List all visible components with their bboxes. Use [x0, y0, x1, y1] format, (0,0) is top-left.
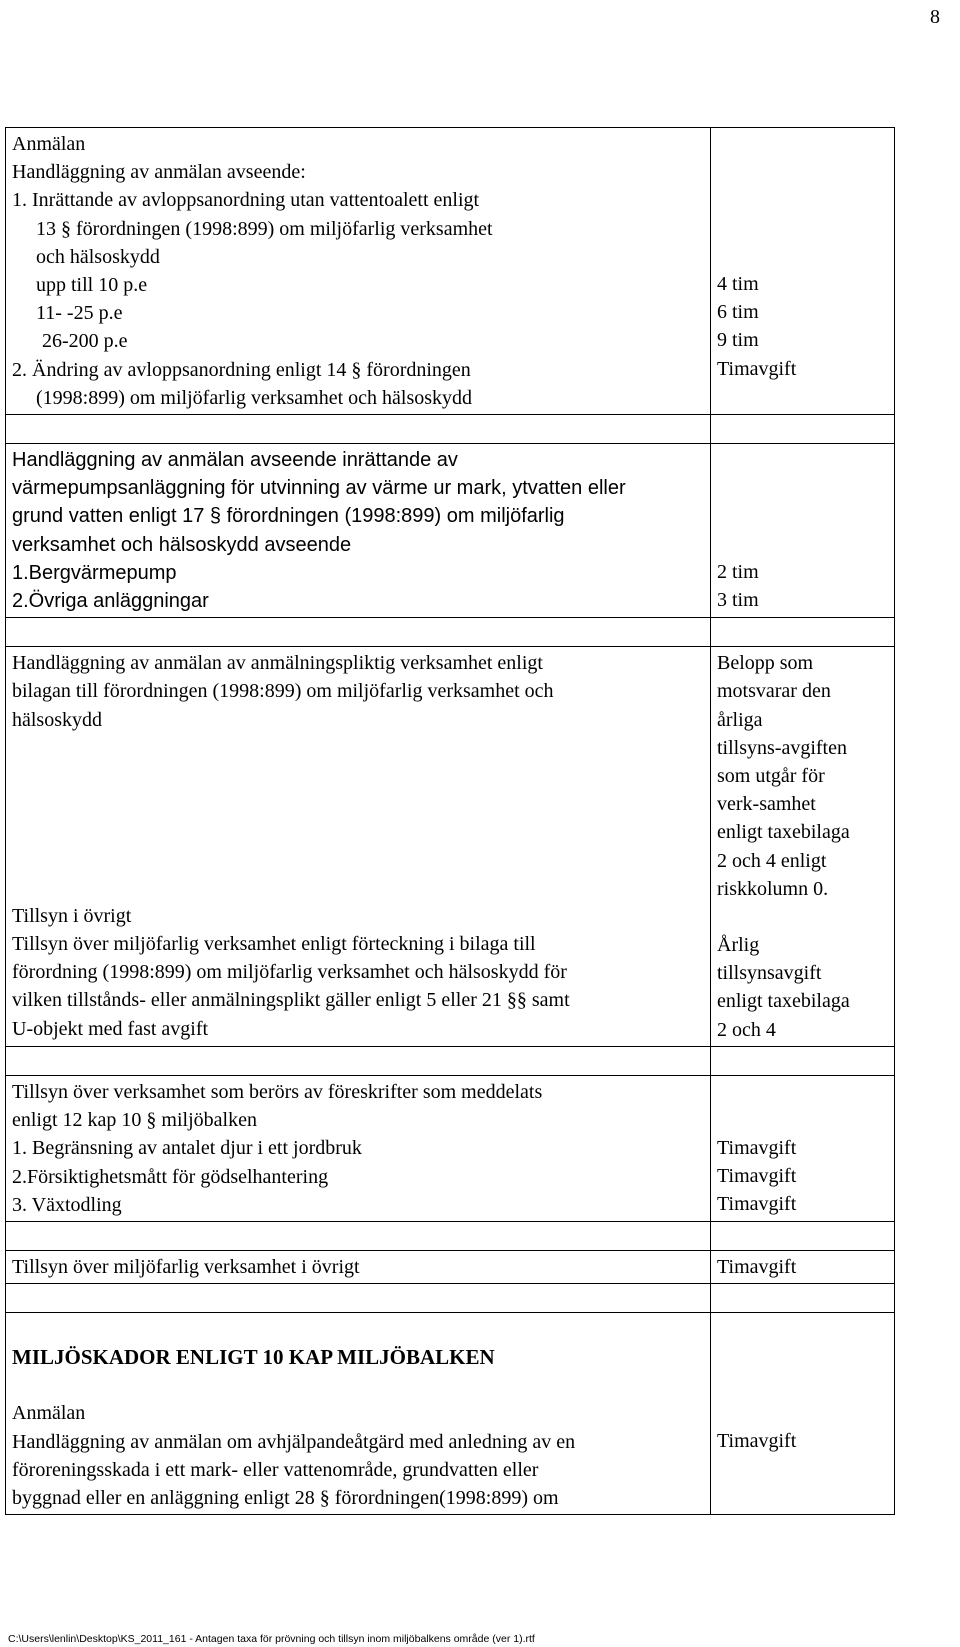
item-text: 13 § förordningen (1998:899) om miljöfarlig verksamhet — [36, 217, 493, 240]
cell-tillsyn-ovrigt-fee — [711, 1250, 895, 1283]
fee-text: enligt taxebilaga — [717, 990, 850, 1013]
description-text: värmepumpsanläggning för utvinning av värme ur mark, ytvatten eller — [12, 477, 626, 500]
description-text: bilagan till förordningen (1998:899) om miljöfarlig verksamhet och — [12, 680, 554, 703]
row-miljobalken-12kap — [6, 1075, 895, 1221]
cell-miljoskador-description — [6, 1313, 711, 1515]
fee-text: enligt taxebilaga — [717, 821, 850, 844]
fee-value: Timavgift — [717, 1255, 797, 1278]
cell-miljoskador-fee — [711, 1313, 895, 1515]
fee-value: 2 tim — [717, 561, 759, 584]
file-path-footer: C:\Users\lenlin\Desktop\KS_2011_161 - Antagen taxa för prövning och tillsyn inom miljöbalkens område (ver 1).rtf — [8, 1633, 535, 1645]
item-text: och hälsoskydd — [36, 245, 160, 268]
row-tillsyn-ovrigt — [6, 1250, 895, 1283]
tier-text: upp till 10 p.e — [36, 274, 148, 297]
section-title: Anmälan — [12, 133, 86, 155]
description-text: hälsoskydd — [12, 708, 102, 731]
item-text: 2.Försiktighetsmått för gödselhantering — [12, 1165, 329, 1188]
description-text: Tillsyn över miljöfarlig verksamhet enligt förteckning i bilaga till — [12, 933, 536, 956]
fee-value: Timavgift — [717, 357, 797, 380]
fee-value: 3 tim — [717, 589, 759, 612]
fee-text: årliga — [717, 708, 763, 731]
fee-value: Timavgift — [717, 1136, 797, 1159]
fee-value: 4 tim — [717, 273, 759, 295]
intro-text: Handläggning av anmälan avseende: — [12, 161, 306, 184]
page-number: 8 — [930, 6, 940, 28]
description-text: U-objekt med fast avgift — [12, 1017, 209, 1040]
tier-text: 11- -25 p.e — [36, 302, 123, 325]
description-text: förordning (1998:899) om miljöfarlig verksamhet och hälsoskydd för — [12, 961, 567, 984]
section-title: Anmälan — [12, 1402, 86, 1425]
cell-varmepump-description — [6, 444, 711, 618]
cell-avlopp-description — [6, 128, 711, 415]
fee-value: 6 tim — [717, 301, 759, 324]
description-text: Handläggning av anmälan av anmälningspliktig verksamhet enligt — [12, 652, 543, 675]
fee-text: 2 och 4 enligt — [717, 849, 827, 872]
description-text: Tillsyn över miljöfarlig verksamhet i övrigt — [12, 1255, 360, 1278]
description-text: verksamhet och hälsoskydd avseende — [12, 533, 352, 556]
item-text: 1.Bergvärmepump — [12, 561, 177, 584]
tier-text: 26-200 p.e — [42, 330, 128, 353]
fee-text: Belopp som — [717, 652, 814, 675]
cell-avlopp-fee — [711, 128, 895, 415]
item-text: 1. Begränsning av antalet djur i ett jordbruk — [12, 1137, 362, 1160]
fee-value: Timavgift — [717, 1193, 797, 1216]
cell-12kap-description — [6, 1075, 711, 1221]
description-text: grund vatten enligt 17 § förordningen (1998:899) om miljöfarlig — [12, 505, 565, 528]
item-text: 2.Övriga anläggningar — [12, 590, 209, 613]
fee-text: verk-samhet — [717, 793, 816, 816]
fee-text: Årlig — [717, 934, 760, 957]
description-text: enligt 12 kap 10 § miljöbalken — [12, 1109, 257, 1132]
item-text: 1. Inrättande av avloppsanordning utan vattentoalett enligt — [12, 189, 480, 212]
fee-text: tillsyns-avgiften — [717, 736, 847, 759]
fee-value: Timavgift — [717, 1165, 797, 1188]
description-text: Handläggning av anmälan avseende inrättande av — [12, 449, 458, 472]
cell-varmepump-fee — [711, 444, 895, 618]
section-title: Tillsyn i övrigt — [12, 904, 132, 927]
fee-text: 2 och 4 — [717, 1018, 776, 1041]
fee-text: riskkolumn 0. — [717, 877, 829, 900]
item-text: 3. Växtodling — [12, 1193, 122, 1216]
fee-value: Timavgift — [717, 1430, 797, 1453]
fee-table — [5, 127, 895, 1515]
fee-value: 9 tim — [717, 329, 759, 352]
section-heading: MILJÖSKADOR ENLIGT 10 KAP MILJÖBALKEN — [12, 1345, 495, 1370]
cell-anmalningspliktig-fee — [711, 647, 895, 1047]
fee-text: som utgår för — [717, 765, 825, 788]
fee-text: tillsynsavgift — [717, 962, 822, 985]
row-anmalningspliktig — [6, 647, 895, 1047]
description-text: vilken tillstånds- eller anmälningsplikt gäller enligt 5 eller 21 §§ samt — [12, 989, 570, 1012]
cell-12kap-fee — [711, 1075, 895, 1221]
fee-text: motsvarar den — [717, 680, 831, 703]
row-miljoskador — [6, 1313, 895, 1515]
cell-anmalningspliktig-description — [6, 647, 711, 1047]
description-text: Tillsyn över verksamhet som berörs av föreskrifter som meddelats — [12, 1080, 543, 1103]
item-text: (1998:899) om miljöfarlig verksamhet och hälsoskydd — [36, 386, 473, 409]
row-varmepump — [6, 444, 895, 618]
description-text: Handläggning av anmälan om avhjälpandeåtgärd med anledning av en — [12, 1430, 576, 1453]
cell-tillsyn-ovrigt-description — [6, 1250, 711, 1283]
row-avlopp — [6, 128, 895, 415]
description-text: byggnad eller en anläggning enligt 28 § förordningen(1998:899) om — [12, 1486, 559, 1509]
description-text: föroreningsskada i ett mark- eller vattenområde, grundvatten eller — [12, 1458, 539, 1481]
item-text: 2. Ändring av avloppsanordning enligt 14 § förordningen — [12, 358, 471, 381]
